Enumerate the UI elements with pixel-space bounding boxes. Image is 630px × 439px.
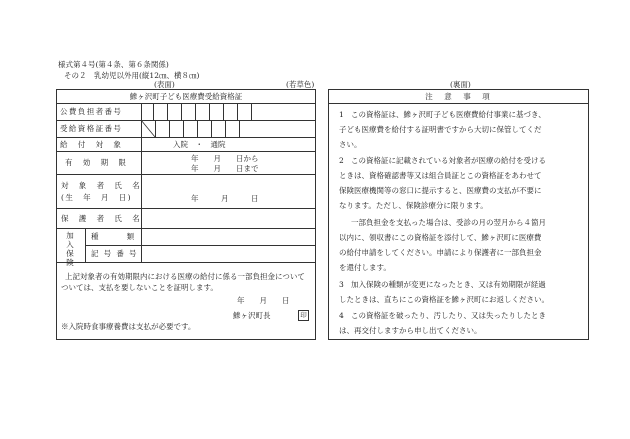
certification-date: 年 月 日 [237,296,290,305]
person-name-label: 対 象 者 氏 名 [61,181,142,190]
validity-to: 年 月 日まで [191,164,259,173]
certification-line1: 上記対象者の有効期限内における医療の給付に係る一部負担金について [65,272,305,281]
insurance-group-label: 加入保険 [66,231,74,267]
certification-line2: ついては、支払を要しないことを証明します。 [61,283,218,292]
person-birth-value: 年 月 日 [191,194,259,203]
color-note: (若草色) [286,80,315,89]
back-label: (裏面) [450,80,471,89]
benefit-target-label: 給 付 対 象 [60,140,123,149]
benefit-target-value: 入院 ・ 通院 [173,140,226,149]
payer-number-label: 公費負担者番号 [60,107,123,116]
meal-note: ※入院時食事療養費は支払が必要です。 [61,322,196,331]
issuer: 鰺ヶ沢町長 [233,311,271,320]
seal-mark: 印 [298,310,309,321]
validity-from: 年 月 日から [191,154,259,163]
card-title: 鰺ヶ沢町子ども医療費受給資格証 [129,92,243,101]
front-label: (表面) [154,80,175,89]
validity-label: 有 効 期 限 [65,158,128,167]
insurance-symbol-label: 記 号 番 号 [91,249,138,258]
guardian-name-label: 保 護 者 氏 名 [61,214,142,223]
back-card: 注 意 事 項 1 この資格証は、鰺ヶ沢町子ども医療費給付事業に基づき、 子ども医療費を給付する証明書ですから大切に保管してくだ さい。 2 この資格証に記載されている対象者が医療の給付を受ける ときは、資格確認書等又は組合員証とこの資格証をあわせて 保険医療機関等の窓口に提示すると、医療費の支払が不要に なります。ただし、保険診療分に限ります。 一部負担金を支払った場合は、受診の月の翌月から４箇月 以内に、領収書にこの資格証を添付して、鰺ヶ沢町に医療費 の給付申請をしてください。申請により保護者に一部負担金 を還付します。 3 加入保険の種類が変更になったとき、又は有効期限が経過 したときは、直ちにこの資格証を鰺ヶ沢町にお返しください。 4 この資格証を破ったり、汚したり、又は失ったりしたとき は、再交付しますから申し出てください。 [328,89,589,340]
insurance-type-label: 種 類 [91,232,136,241]
front-card [56,89,316,340]
person-birth-label: (生 年 月 日) [61,193,132,202]
form-id: 様式第４号(第４条、第６条関係) [58,60,169,69]
back-title: 注 意 事 項 [425,92,492,101]
sub-title: その２ 乳幼児以外用(縦12㎝、横８㎝) [64,71,200,80]
recipient-number-label: 受給資格証番号 [60,124,123,133]
